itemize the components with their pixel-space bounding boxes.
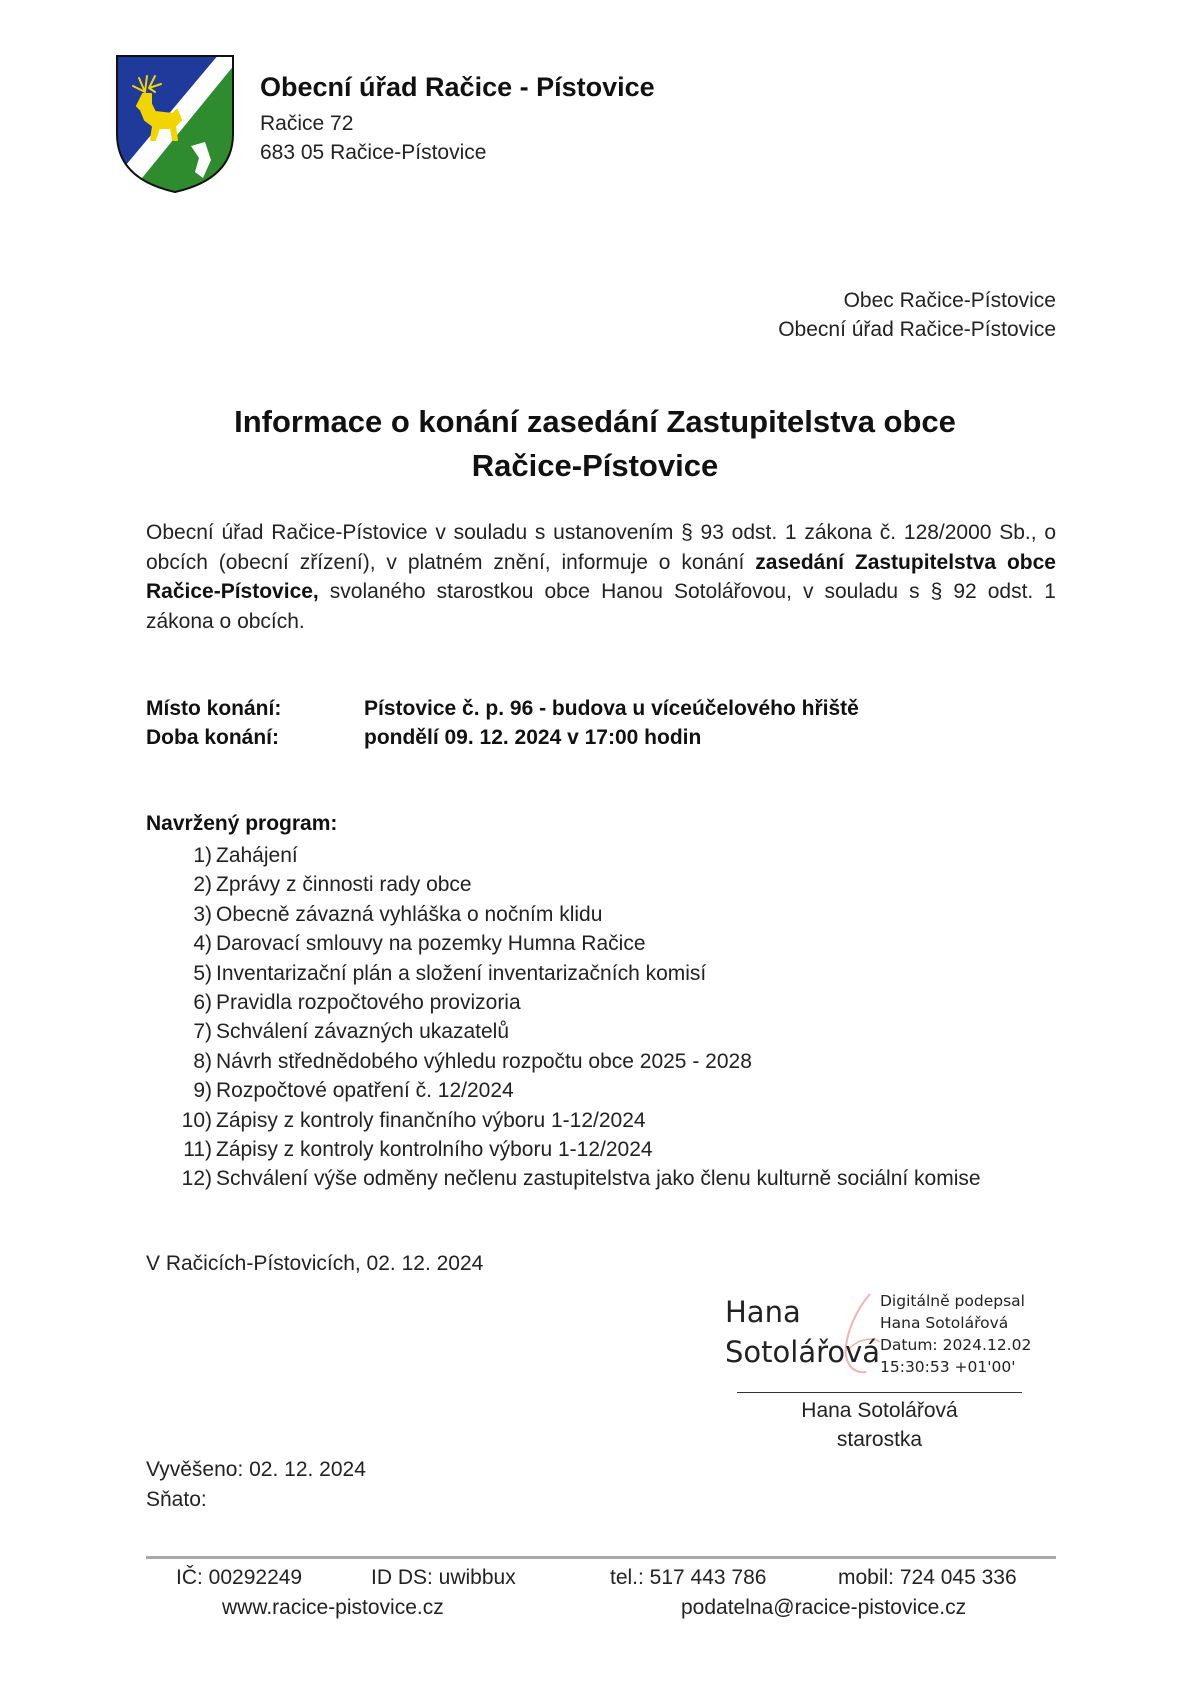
program-item-text: Rozpočtové opatření č. 12/2024 (216, 1079, 514, 1103)
place-label: Místo konání: (146, 697, 282, 720)
program-item-number: 10) (181, 1108, 212, 1132)
footer-id-ds: ID DS: uwibbux (371, 1566, 516, 1589)
signer-name: Hana Sotolářová (801, 1399, 958, 1422)
program-item-number: 12) (181, 1167, 212, 1191)
program-item-text: Inventarizační plán a složení inventarizačních komisí (216, 961, 707, 985)
org-address-city: 683 05 Račice-Pístovice (260, 141, 487, 164)
intro-text-part-1: Obecní úřad Račice-Pístovice v souladu s ustanovením § 93 odst. 1 zákona č. 128/2000 Sb., o obcích (obecní zřízení), v platném znění, informuje o konání (146, 521, 1056, 574)
program-item (146, 959, 1106, 988)
signature-meta-line-1: Digitálně podepsal (880, 1292, 1025, 1310)
program-item-number: 1) (193, 844, 212, 867)
recipient-line-2: Obecní úřad Račice-Pístovice (778, 318, 1056, 341)
program-item (146, 988, 1106, 1017)
program-item (146, 1106, 1106, 1135)
program-item-number: 7) (193, 1020, 212, 1044)
place-and-date: V Račicích-Pístovicích, 02. 12. 2024 (146, 1252, 484, 1275)
program-item-text: Návrh střednědobého výhledu rozpočtu obce 2025 - 2028 (216, 1049, 752, 1073)
signature-name-line-1: Hana (725, 1295, 801, 1329)
program-item-text: Schválení výše odměny nečlenu zastupitelstva jako členu kulturně sociální komise (216, 1167, 981, 1191)
org-name: Obecní úřad Račice - Pístovice (260, 72, 655, 102)
signature-meta-line-3: Datum: 2024.12.02 (880, 1336, 1032, 1354)
program-item (146, 1076, 1106, 1105)
place-value: Pístovice č. p. 96 - budova u víceúčelového hřiště (364, 697, 859, 720)
footer-ic: IČ: 00292249 (176, 1566, 303, 1589)
program-item-text: Schválení závazných ukazatelů (216, 1020, 510, 1044)
footer-divider (146, 1556, 1056, 1559)
program-item-number: 6) (193, 990, 212, 1014)
municipal-crest (115, 54, 235, 194)
time-label: Doba konání: (146, 726, 280, 749)
program-item-text: Zprávy z činnosti rady obce (216, 873, 472, 897)
program-item (146, 1017, 1106, 1046)
program-item (146, 841, 1106, 870)
footer-email-link[interactable]: podatelna@racice-pistovice.cz (681, 1596, 967, 1619)
program-item-number: 9) (193, 1079, 212, 1103)
signature-name-line-2: Sotolářová (725, 1335, 881, 1369)
intro-paragraph (146, 518, 1056, 636)
signature-line (737, 1392, 1022, 1393)
signer-role: starostka (836, 1428, 923, 1451)
program-item (146, 1164, 1106, 1193)
footer-web-link[interactable]: www.racice-pistovice.cz (222, 1596, 444, 1619)
org-address-street: Račice 72 (260, 112, 354, 135)
program-item (146, 929, 1106, 958)
program-item-text: Darovací smlouvy na pozemky Humna Račice (216, 932, 646, 956)
program-item (146, 900, 1106, 929)
program-item (146, 870, 1106, 899)
program-item (146, 1047, 1106, 1076)
program-list (146, 841, 1106, 1194)
signature-meta-line-2: Hana Sotolářová (880, 1314, 1009, 1332)
program-item-number: 8) (193, 1049, 212, 1073)
program-item-number: 5) (193, 961, 212, 985)
program-item-number: 11) (183, 1137, 212, 1161)
program-item-text: Zápisy z kontroly kontrolního výboru 1-12/2024 (216, 1137, 653, 1161)
program-item-number: 4) (193, 932, 212, 956)
document-title-line-1: Informace o konání zasedání Zastupitelstva obce (234, 404, 956, 439)
footer-tel: tel.: 517 443 786 (610, 1566, 767, 1589)
program-item-text: Obecně závazná vyhláška o nočním klidu (216, 902, 603, 926)
recipient-line-1: Obec Račice-Pístovice (843, 289, 1056, 312)
document-title-line-2: Račice-Pístovice (471, 448, 719, 483)
program-item-text: Zahájení (216, 844, 298, 867)
intro-text-part-2: svolaného starostkou obce Hanou Sotolářovou, v souladu s § 92 odst. 1 zákona o obcích. (146, 580, 1056, 633)
posted-date: Vyvěšeno: 02. 12. 2024 (146, 1458, 366, 1481)
intro-text-bold: zasedání Zastupitelstva obce Račice-Pístovice, (146, 550, 1056, 603)
program-item-text: Pravidla rozpočtového provizoria (216, 990, 521, 1014)
program-item (146, 1135, 1106, 1164)
program-heading: Navržený program: (146, 812, 338, 835)
time-value: pondělí 09. 12. 2024 v 17:00 hodin (364, 726, 702, 749)
signature-meta-line-4: 15:30:53 +01'00' (880, 1358, 1016, 1376)
removed-date: Sňato: (146, 1488, 207, 1511)
program-item-number: 2) (193, 873, 212, 897)
footer-mobil: mobil: 724 045 336 (838, 1566, 1017, 1589)
program-item-number: 3) (193, 902, 212, 926)
program-item-text: Zápisy z kontroly finančního výboru 1-12/2024 (216, 1108, 646, 1132)
